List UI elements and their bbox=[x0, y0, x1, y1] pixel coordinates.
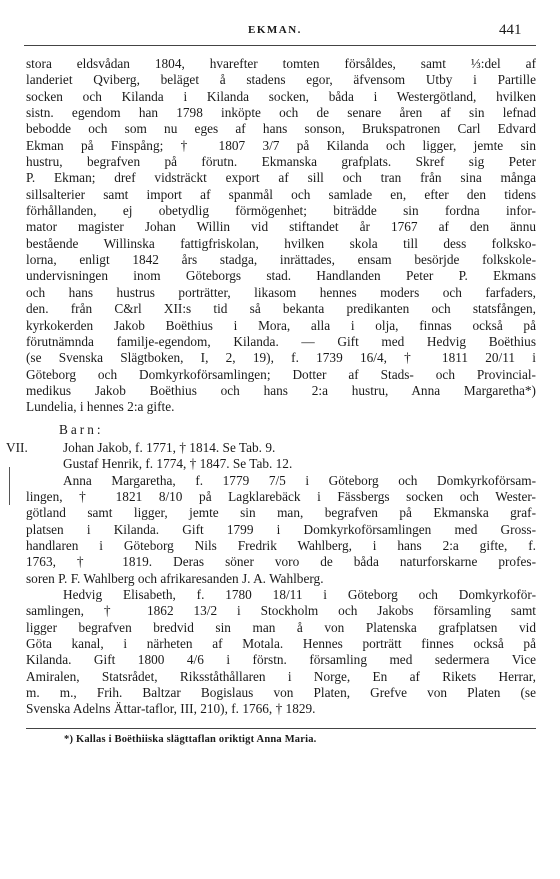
footnote-rule bbox=[26, 728, 536, 729]
child-entry-line: Anna Margaretha, f. 1779 7/5 i Göteborg och Domkyrkoförsam- bbox=[63, 472, 536, 488]
paragraph-line: landeriet Qviberg, beläget å stadens egor, äfvensom Utby i Partille bbox=[26, 72, 536, 88]
child-entry-line: handlaren i Göteborg Nils Fredrik Wahlberg, i hans 2:a gifte, f. bbox=[26, 537, 536, 553]
paragraph-line: undervisningen inom Göteborgs stad. Handlanden Peter P. Ekmans bbox=[26, 268, 536, 284]
paragraph-line: Ekman på Finspång; † 1807 3/7 på Kilanda och ligger, jemte sin bbox=[26, 137, 536, 153]
paragraph-line: socken och Kilanda i Kilanda socken, båda i Westergötland, hvilken bbox=[26, 88, 536, 104]
margin-mark bbox=[9, 467, 10, 505]
child-entry bbox=[26, 473, 536, 587]
child-entry bbox=[26, 440, 536, 456]
child-entry bbox=[26, 456, 536, 472]
paragraph-line: kyrkokerden Jakob Boëthius i Mora, alla i olja, finnas också på bbox=[26, 317, 536, 333]
paragraph-line: förhållanden, ej obetydlig förmögenhet; biträdde sin fordna infor- bbox=[26, 203, 536, 219]
child-entry-line: Johan Jakob, f. 1771, † 1814. Se Tab. 9. bbox=[63, 439, 276, 455]
child-entry-line: Göta kanal, i närheten af Motala. Hennes porträtt finnes också på bbox=[26, 636, 536, 652]
paragraph-line: den. från C&rl XII:s tid så bekanta predikanten och statsfången, bbox=[26, 301, 536, 317]
paragraph-line: stora eldsvådan 1804, hvarefter tomten försåldes, samt ⅓:del af bbox=[26, 56, 536, 71]
child-entry-line: götland samt ligger, jemte sin man, begrafven på Ekmanska graf- bbox=[26, 505, 536, 521]
child-entry-line: soren P. F. Wahlberg och afrikaresanden J. A. Wahlberg. bbox=[26, 570, 324, 586]
paragraph-line: och hans hustrus porträtter, likasom hennes moders och farfaders, bbox=[26, 284, 536, 300]
child-entry-line: ligger begrafven bredvid sin man å von Platenska grafplatsen vid bbox=[26, 619, 536, 635]
page-body bbox=[6, 56, 536, 745]
running-title: EKMAN. bbox=[248, 24, 302, 36]
paragraph-line: mator magister Johan Willin vid stiftandet år 1767 af den ännu bbox=[26, 219, 536, 235]
paragraph-line: Göteborg och Domkyrkoförsamlingen; Dotter af Stads- och Provincial- bbox=[26, 366, 536, 382]
child-entry-line: lingen, † 1821 8/10 på Lagklarebäck i Fässbergs socken och Wester- bbox=[26, 488, 536, 504]
paragraph-line: förutnämnda familje-egendom, Kilanda. — Gift med Hedvig Boëthius bbox=[26, 333, 536, 349]
paragraph-line: sillsalterier samt import af spanmål och samlade en, efter den tidens bbox=[26, 186, 536, 202]
header-rule bbox=[24, 45, 536, 46]
child-entry-line: 1763, † 1819. Deras söner voro de båda naturforskarne profes- bbox=[26, 554, 536, 570]
child-entry-line: platsen i Kilanda. Gift 1799 i Domkyrkoförsamlingen med Gross- bbox=[26, 521, 536, 537]
paragraph-line: lorna, enligt 1842 års stadga, inrättades, ensam besörjde folkskole- bbox=[26, 252, 536, 268]
generation-marker: VII. bbox=[6, 439, 28, 455]
footnote: *) Kallas i Boëthiiska slägttaflan oriktigt Anna Maria. bbox=[64, 733, 317, 745]
paragraph-line: Lundelia, i hennes 2:a gifte. bbox=[26, 399, 175, 415]
child-entry-line: Hedvig Elisabeth, f. 1780 18/11 i Göteborg och Domkyrkoför- bbox=[63, 587, 536, 602]
child-entry-line: Amiralen, Statsrådet, Riksståthållaren i Norge, En af Rikets Herrar, bbox=[26, 668, 536, 684]
paragraph-line: P. Ekman; dref vidsträckt export af sill och tran från sina många bbox=[26, 170, 536, 186]
child-entry-line: Gustaf Henrik, f. 1774, † 1847. Se Tab. 12. bbox=[63, 456, 293, 472]
children-heading: Barn: bbox=[59, 421, 104, 437]
child-entry-line: samlingen, † 1862 13/2 i Stockholm och Jakobs församling samt bbox=[26, 603, 536, 619]
running-header bbox=[0, 22, 560, 40]
child-entry-line: Kilanda. Gift 1800 4/6 i förstn. församling med sedermera Vice bbox=[26, 652, 536, 668]
page-number: 441 bbox=[499, 22, 522, 38]
paragraph-line: bebodde och som nu eges af hans sonson, Brukspatronen Carl Edvard bbox=[26, 121, 536, 137]
paragraph-line: hustru, begrafven på förutn. Ekmanska grafplats. Skref sig Peter bbox=[26, 154, 536, 170]
paragraph-line: sistn. egendom han 1798 inköpte och de senare åren af sin lefnad bbox=[26, 105, 536, 121]
child-entry-line: m. m., Frih. Baltzar Bogislaus von Platen, Grefve von Platen (se bbox=[26, 685, 536, 701]
paragraph-line: bestående Willinska fattigfriskolan, hvilken skola till dess folksko- bbox=[26, 235, 536, 251]
child-entry-line: Svenska Adelns Ättar-taflor, III, 210), f. 1766, † 1829. bbox=[26, 701, 316, 717]
children-list bbox=[6, 439, 536, 718]
paragraph-line: medikus Jakob Boëthius och hans 2:a hustru, Anna Margaretha*) bbox=[26, 382, 536, 398]
child-entry bbox=[26, 587, 536, 718]
paragraph-line: (se Svenska Slägtboken, I, 2, 19), f. 1739 16/4, † 1811 20/11 i bbox=[26, 350, 536, 366]
main-paragraph bbox=[26, 56, 536, 416]
